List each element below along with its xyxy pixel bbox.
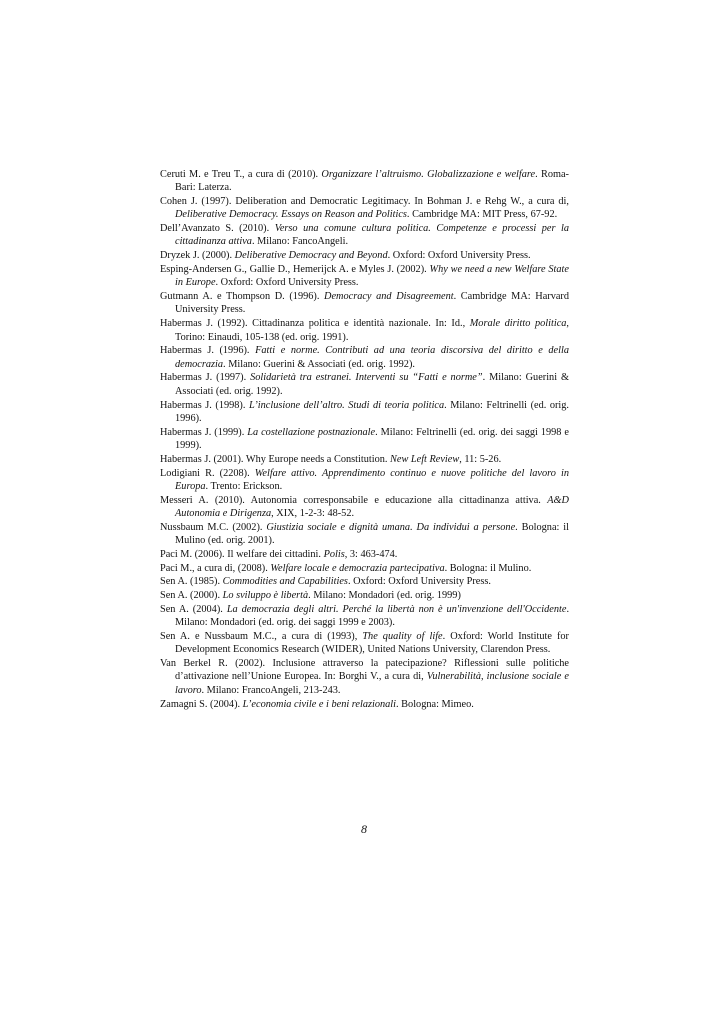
reference-details: . Milano: FrancoAngeli, 213-243. (201, 684, 341, 696)
reference-list (160, 168, 569, 711)
reference-details: . Milano: Feltrinelli (ed. orig. 1996). (175, 399, 570, 424)
reference-details: . Milano: Feltrinelli (ed. orig. dei saggi 1998 e 1999). (175, 426, 569, 451)
reference-entry (160, 263, 569, 290)
reference-title: A&D Autonomia e Dirigenza (175, 494, 569, 519)
reference-details: . Milano: Guerini & Associati (ed. orig. 1992). (223, 358, 415, 370)
reference-title: L’inclusione dell’altro. Studi di teoria politica (249, 399, 445, 411)
reference-entry (160, 603, 569, 630)
reference-entry (160, 494, 569, 521)
reference-details: . Cambridge MA: MIT Press, 67-92. (406, 209, 558, 221)
reference-title: La costellazione postnazionale (247, 426, 376, 438)
reference-details: , 11: 5-26. (459, 453, 502, 465)
reference-title: Fatti e norme. Contributi ad una teoria discorsiva del diritto e della democrazia (175, 345, 569, 370)
reference-entry (160, 290, 569, 317)
reference-details: . Milano: FancoAngeli. (251, 236, 349, 248)
reference-entry (160, 589, 569, 602)
reference-title: Democracy and Disagreement (324, 291, 454, 303)
reference-authors: Habermas J. (1997). (160, 372, 251, 384)
reference-title: Organizzare l’altruismo. Globalizzazione e welfare (321, 169, 536, 180)
reference-title: Verso una comune cultura politica. Competenze e processi per la cittadinanza attiva (175, 223, 569, 248)
reference-details: . Oxford: Oxford University Press. (387, 250, 531, 262)
reference-authors: Messeri A. (2010). Autonomia corresponsabile e educazione alla cittadinanza attiva. (160, 494, 548, 506)
reference-title: Solidarietà tra estranei. Interventi su “Fatti e norme” (250, 372, 483, 384)
reference-title: Welfare attivo. Apprendimento continuo e nuove politiche del lavoro in Europa (175, 467, 569, 492)
reference-details: . Bologna: il Mulino. (444, 562, 532, 574)
reference-authors: Habermas J. (1996). (160, 345, 256, 357)
reference-entry (160, 467, 569, 494)
reference-entry (160, 399, 569, 426)
reference-details: . Oxford: Oxford University Press. (215, 277, 359, 289)
reference-authors: Paci M. (2006). Il welfare dei cittadini. (160, 548, 324, 560)
reference-entry (160, 575, 569, 588)
reference-entry (160, 426, 569, 453)
reference-details: . Roma-Bari: Laterza. (175, 169, 569, 194)
reference-authors: Habermas J. (2001). Why Europe needs a Constitution. (160, 453, 391, 465)
reference-title: Why we need a new Welfare State in Europe (175, 264, 569, 289)
reference-entry (160, 195, 569, 222)
reference-title: Deliberative Democracy and Beyond (234, 250, 388, 262)
reference-authors: Zamagni S. (2004). (160, 698, 243, 710)
reference-details: , XIX, 1-2-3: 48-52. (271, 507, 355, 519)
reference-title: New Left Review (390, 453, 460, 465)
reference-entry (160, 168, 569, 195)
reference-details: , Torino: Einaudi, 105-138 (ed. orig. 1991). (175, 318, 569, 343)
reference-details: . Oxford: Oxford University Press. (347, 576, 491, 588)
reference-title: Commodities and Capabilities (222, 576, 348, 588)
page-number: 8 (361, 822, 367, 836)
reference-entry (160, 521, 569, 548)
reference-details: . Trento: Erickson. (205, 480, 283, 492)
reference-title: L’economia civile e i beni relazionali (242, 698, 397, 710)
reference-authors: Paci M., a cura di, (2008). (160, 562, 271, 574)
reference-title: Giustizia sociale e dignità umana. Da individui a persone (266, 521, 516, 533)
reference-entry (160, 453, 569, 466)
reference-authors: Nussbaum M.C. (2002). (160, 521, 267, 533)
reference-details: . Milano: Guerini & Associati (ed. orig. 1992). (175, 372, 569, 397)
reference-entry (160, 249, 569, 262)
reference-details: . Milano: Mondadori (ed. orig. 1999) (308, 590, 461, 602)
reference-authors: Dryzek J. (2000). (160, 250, 235, 262)
reference-authors: Gutmann A. e Thompson D. (1996). (160, 291, 325, 303)
reference-authors: Cohen J. (1997). Deliberation and Democratic Legitimacy. In Bohman J. e Rehg W., a cura di, (160, 196, 569, 208)
reference-entry (160, 630, 569, 657)
reference-entry (160, 698, 569, 711)
reference-entry (160, 562, 569, 575)
reference-authors: Ceruti M. e Treu T., a cura di (2010). (160, 169, 322, 180)
reference-title: Vulnerabilità, inclusione sociale e lavoro (175, 671, 569, 696)
reference-authors: Dell’Avanzato S. (2010). (160, 223, 275, 235)
reference-authors: Van Berkel R. (2002). Inclusione attraverso la patecipazione? Riflessioni sulle politiche d’attivazione nell’Unione Europea. In: Borghi V., a cura di, (160, 658, 569, 683)
reference-authors: Sen A. (1985). (160, 576, 223, 588)
reference-authors: Lodigiani R. (2208). (160, 467, 255, 479)
reference-authors: Esping-Andersen G., Gallie D., Hemerijck A. e Myles J. (2002). (160, 264, 430, 276)
reference-authors: Habermas J. (1998). (160, 399, 249, 411)
reference-authors: Sen A. (2000). (160, 590, 223, 602)
reference-title: La democrazia degli altri. Perché la libertà non è un'invenzione dell'Occidente (226, 604, 567, 615)
reference-details: , 3: 463-474. (344, 548, 398, 560)
reference-authors: Sen A. e Nussbaum M.C., a cura di (1993), (160, 631, 363, 643)
reference-details: . Cambridge MA: Harvard University Press. (175, 291, 570, 316)
reference-details: . Milano: Mondadori (ed. orig. dei saggi 1999 e 2003). (175, 604, 570, 629)
reference-details: . Oxford: World Institute for Development Economics Research (WIDER), United Nations University, Clarendon Press. (175, 631, 569, 656)
reference-entry (160, 548, 569, 561)
reference-entry (160, 222, 569, 249)
reference-title: The quality of life (362, 631, 443, 643)
reference-authors: Habermas J. (1999). (160, 426, 248, 438)
reference-entry (160, 344, 569, 371)
reference-title: Deliberative Democracy. Essays on Reason and Politics (175, 209, 407, 221)
reference-details: . Bologna: Mimeo. (396, 698, 474, 710)
reference-entry (160, 657, 569, 697)
reference-title: Morale diritto politica (469, 318, 567, 330)
reference-title: Welfare locale e democrazia partecipativa (270, 562, 445, 574)
reference-title: Lo sviluppo è libertà (222, 590, 309, 602)
reference-entry (160, 317, 569, 344)
reference-authors: Sen A. (2004). (160, 604, 227, 615)
reference-entry (160, 371, 569, 398)
reference-authors: Habermas J. (1992). Cittadinanza politica e identità nazionale. In: Id., (160, 318, 470, 330)
reference-title: Polis (323, 548, 345, 560)
reference-details: . Bologna: il Mulino (ed. orig. 2001). (175, 521, 569, 547)
